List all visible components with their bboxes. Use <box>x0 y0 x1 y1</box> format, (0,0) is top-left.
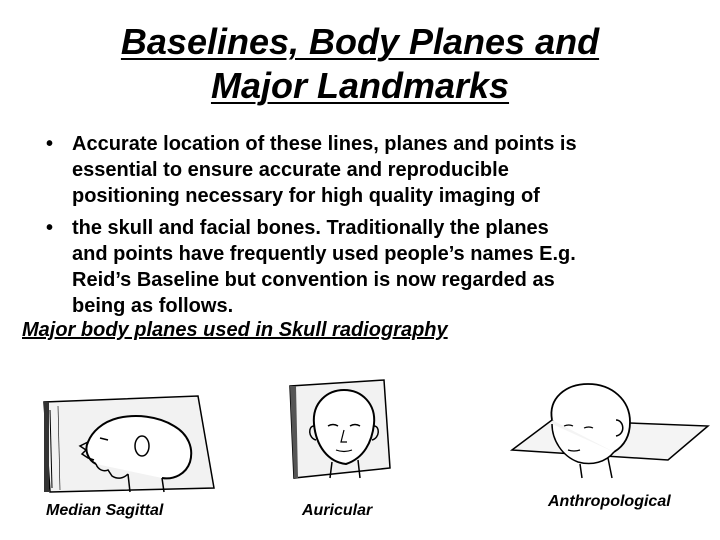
caption-median-sagittal: Median Sagittal <box>46 502 164 519</box>
bullet-1-line-3: positioning necessary for high quality imaging of <box>72 185 540 207</box>
head-profile-median-sagittal-plane-icon <box>38 392 220 496</box>
bullet-2-line-3: Reid’s Baseline but convention is now regarded as <box>72 269 555 291</box>
slide-title-line-1: Baselines, Body Planes and <box>120 21 600 62</box>
caption-anthropological: Anthropological <box>548 493 671 510</box>
bullet-1-line-2: essential to ensure accurate and reproducible <box>72 159 509 181</box>
head-anthropological-plane-icon <box>508 380 714 480</box>
caption-auricular: Auricular <box>302 502 373 519</box>
auricular-figure <box>284 378 396 482</box>
anthropological-figure <box>508 380 714 480</box>
bullet-1-line-1: Accurate location of these lines, planes and points is <box>72 133 577 155</box>
bullet-marker: • <box>46 217 54 239</box>
subheading: Major body planes used in Skull radiography <box>22 319 448 341</box>
slide-title-line-2: Major Landmarks <box>210 65 510 106</box>
head-front-auricular-plane-icon <box>284 378 396 482</box>
median-sagittal-figure <box>38 392 220 496</box>
slide-title <box>0 20 720 108</box>
bullet-2-line-2: and points have frequently used people’s names E.g. <box>72 243 576 265</box>
bullet-marker: • <box>46 133 54 155</box>
bullet-2-line-4: being as follows. <box>72 295 234 317</box>
bullet-2-line-1: the skull and facial bones. Traditionally the planes <box>72 217 549 239</box>
